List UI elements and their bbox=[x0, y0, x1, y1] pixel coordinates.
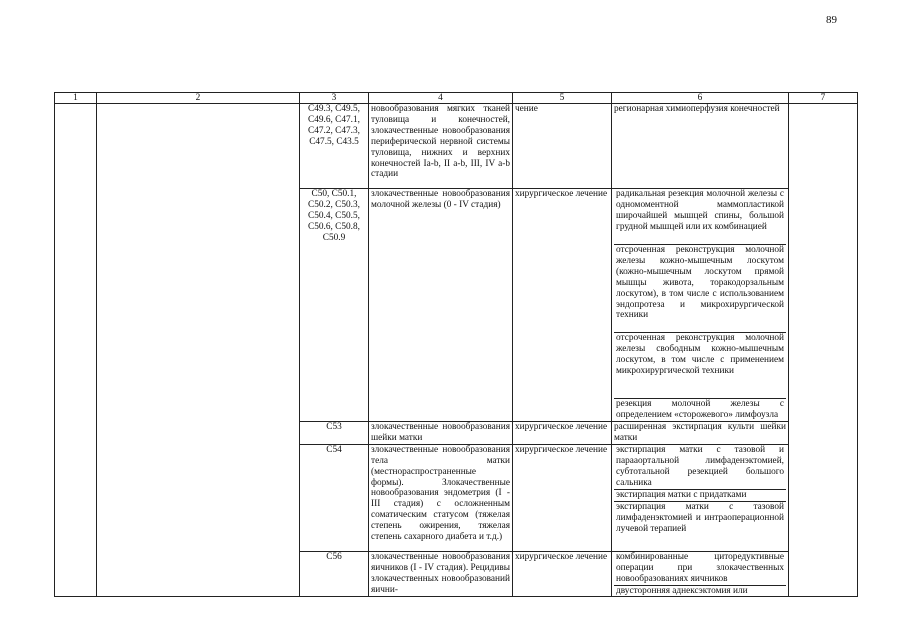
method-item: экстирпация матки с придатками bbox=[614, 489, 786, 501]
treatment-cell: хирургическое лечение bbox=[513, 421, 612, 444]
method-cell-group bbox=[612, 444, 789, 551]
disease-cell: злокачественные новообразования шейки матки bbox=[369, 421, 513, 444]
table-row bbox=[55, 104, 858, 189]
disease-cell: злокачественные новообразования тела матки (местнораспространенные формы). Злокачественные новообразования эндометрия (I - III стадия) с осложненным соматическим статусом (тяжелая степень ожирения, тяжелая степень сахарного диабета и т.д.) bbox=[369, 444, 513, 551]
method-item: экстирпация матки с тазовой лимфаденэктомией и интраоперационной лучевой терапией bbox=[616, 501, 784, 534]
disease-cell: злокачественные новообразования яичников (I - IV стадия). Рецидивы злокачественных новообразований яични- bbox=[369, 551, 513, 597]
column-header-7: 7 bbox=[789, 93, 858, 104]
icd-codes-cell: C56 bbox=[300, 551, 369, 597]
icd-codes-cell: C53 bbox=[300, 421, 369, 444]
method-item: резекция молочной железы с определением «сторожевого» лимфоузла bbox=[616, 399, 784, 420]
method-item: комбинированные циторедуктивные операции при злокачественных новообразованиях яичников bbox=[616, 551, 784, 584]
column-header-2: 2 bbox=[97, 93, 300, 104]
cell-col-7 bbox=[789, 104, 858, 597]
treatment-cell: чение bbox=[513, 104, 612, 189]
icd-codes-cell: C49.3, C49.5, C49.6, C47.1, C47.2, C47.3, C47.5, C43.5 bbox=[300, 104, 369, 189]
column-header-1: 1 bbox=[55, 93, 97, 104]
icd-codes-cell: C54 bbox=[300, 444, 369, 551]
method-item: радикальная резекция молочной железы с одномоментной маммопластикой широчайшей мышцей спины, большой грудной мышцей или их комбинацией bbox=[614, 189, 786, 245]
column-header-6: 6 bbox=[612, 93, 789, 104]
method-cell: расширенная экстирпация культи шейки матки bbox=[612, 421, 789, 444]
treatment-cell: хирургическое лечение bbox=[513, 551, 612, 597]
method-item: двусторонняя аднексэктомия или bbox=[616, 585, 748, 596]
method-cell-group bbox=[612, 189, 789, 422]
disease-cell: новообразования мягких тканей туловища и конечностей, злокачественные новообразования периферической нервной системы туловища, нижних и верхних конечностей Ia-b, II a-b, III, IV a-b стадии bbox=[369, 104, 513, 189]
column-header-4: 4 bbox=[369, 93, 513, 104]
method-cell: регионарная химиоперфузия конечностей bbox=[612, 104, 789, 189]
cell-col-2 bbox=[97, 104, 300, 597]
method-item: отсроченная реконструкция молочной железы свободным кожно-мышечным лоскутом, в том числе с применением микрохирургической техники bbox=[614, 333, 786, 399]
treatment-table bbox=[54, 92, 858, 597]
treatment-cell: хирургическое лечение bbox=[513, 189, 612, 422]
icd-codes-cell: C50, C50.1, C50.2, C50.3, C50.4, C50.5, C50.6, C50.8, C50.9 bbox=[300, 189, 369, 422]
cell-col-1 bbox=[55, 104, 97, 597]
disease-cell: злокачественные новообразования молочной железы (0 - IV стадия) bbox=[369, 189, 513, 422]
method-cell-group bbox=[612, 551, 789, 597]
column-header-3: 3 bbox=[300, 93, 369, 104]
column-number-row bbox=[55, 93, 858, 104]
treatment-cell: хирургическое лечение bbox=[513, 444, 612, 551]
method-item: отсроченная реконструкция молочной железы кожно-мышечным лоскутом (кожно-мышечным лоскутом прямой мышцы живота, торакодорзальным лоскутом), в том числе с использованием эндопротеза и микрохирургической техники bbox=[614, 245, 786, 333]
column-header-5: 5 bbox=[513, 93, 612, 104]
method-item: экстирпация матки с тазовой и парааортальной лимфаденэктомией, субтотальной резекцией большого сальника bbox=[616, 444, 784, 488]
page-number: 89 bbox=[826, 14, 837, 26]
